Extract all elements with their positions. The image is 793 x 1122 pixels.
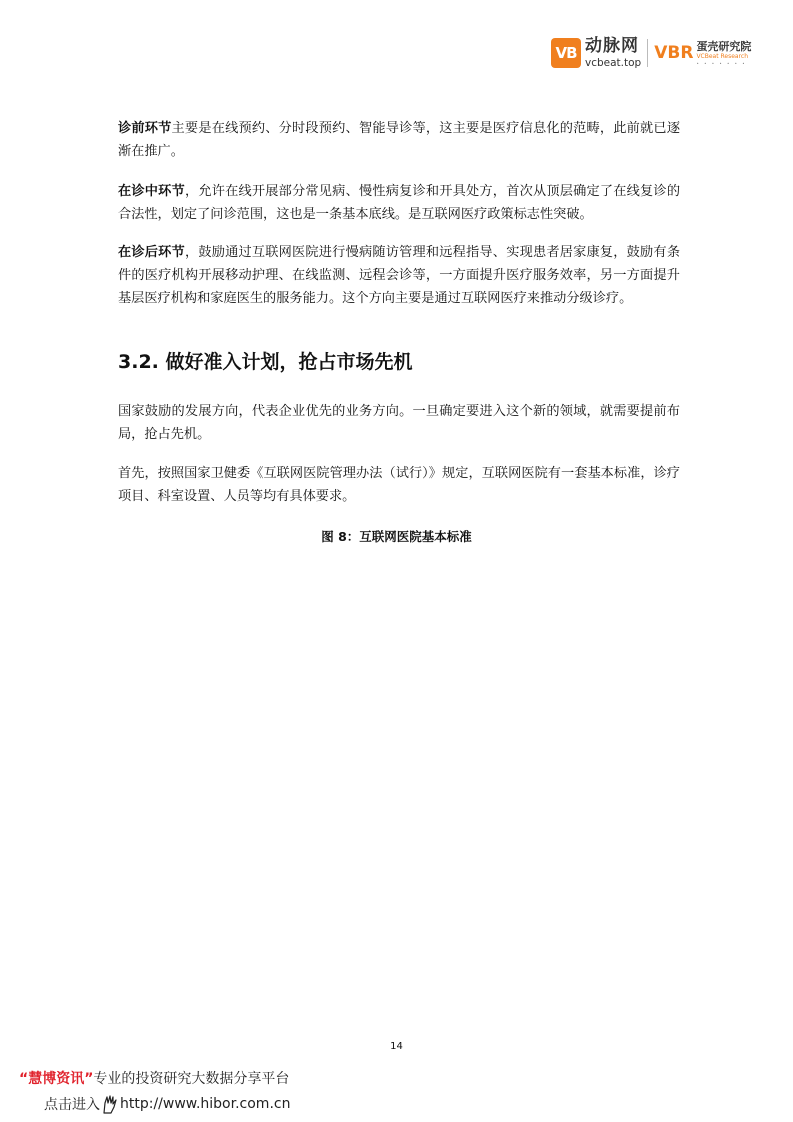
- vbr-name: 蛋壳研究院: [696, 39, 752, 53]
- paragraph-in-diagnosis: [118, 180, 680, 226]
- section-paragraph-1: 国家鼓励的发展方向，代表企业优先的业务方向。一旦确定要进入这个新的领域，就需要提前布局，抢占先机。: [118, 404, 680, 442]
- paragraph-lead: 在诊后环节: [118, 245, 185, 260]
- vcbeat-name: 动脉网: [585, 35, 639, 56]
- pointing-hand-icon: [101, 1094, 119, 1114]
- footer-url-link[interactable]: http://www.hibor.com.cn: [120, 1096, 291, 1112]
- section-paragraph-2: 首先，按照国家卫健委《互联网医院管理办法（试行）》规定，互联网医院有一套基本标准，诊疗项目、科室设置、人员等均有具体要求。: [118, 466, 680, 504]
- header-logos: [551, 36, 751, 70]
- paragraph-text: ，允许在线开展部分常见病、慢性病复诊和开具处方，首次从顶层确定了在线复诊的合法性，划定了问诊范围，这也是一条基本底线。是互联网医疗政策标志性突破。: [118, 184, 681, 222]
- vbr-logo-icon: VBR: [654, 43, 694, 63]
- vcbeat-url: vcbeat.top: [585, 56, 642, 69]
- section-heading: 3.2. 做好准入计划，抢占市场先机: [118, 351, 413, 373]
- logo-divider: [647, 39, 648, 67]
- paragraph-pre-diagnosis: [118, 117, 680, 163]
- page-number: 14: [390, 1041, 403, 1052]
- figure-caption: 图 8：互联网医院基本标准: [321, 529, 472, 544]
- vcbeat-badge-text: VB: [555, 44, 577, 62]
- vbr-brand: [696, 41, 751, 66]
- footer-tagline: 专业的投资研究大数据分享平台: [93, 1071, 290, 1087]
- paragraph-lead: 在诊中环节: [118, 184, 185, 199]
- paragraph-text: ，鼓励通过互联网医院进行慢病随访管理和远程指导、实现患者居家康复，鼓励有条件的医疗机构开展移动护理、在线监测、远程会诊等，一方面提升医疗服务效率，另一方面提升基层医疗机构和家庭医生的服务能力。这个方向主要是通过互联网医疗来推动分级诊疗。: [118, 245, 681, 306]
- paragraph-text: 主要是在线预约、分时段预约、智能导诊等，这主要是医疗信息化的范畴，此前就已逐渐在推广。: [118, 121, 681, 159]
- footer-enter-prefix: 点击进入: [44, 1097, 100, 1113]
- vcbeat-logo-icon: [551, 38, 581, 68]
- vbr-english-name: VCBeat Research: [696, 52, 748, 60]
- paragraph-post-diagnosis: [118, 241, 680, 310]
- paragraph-lead: 诊前环节: [118, 121, 172, 136]
- footer-promo: [19, 1068, 289, 1088]
- footer-brand: “慧博资讯”: [19, 1071, 94, 1087]
- vbr-decorative-dots: • • • • • • •: [696, 60, 747, 66]
- footer-link-line: [44, 1094, 290, 1114]
- vcbeat-brand: [585, 35, 642, 69]
